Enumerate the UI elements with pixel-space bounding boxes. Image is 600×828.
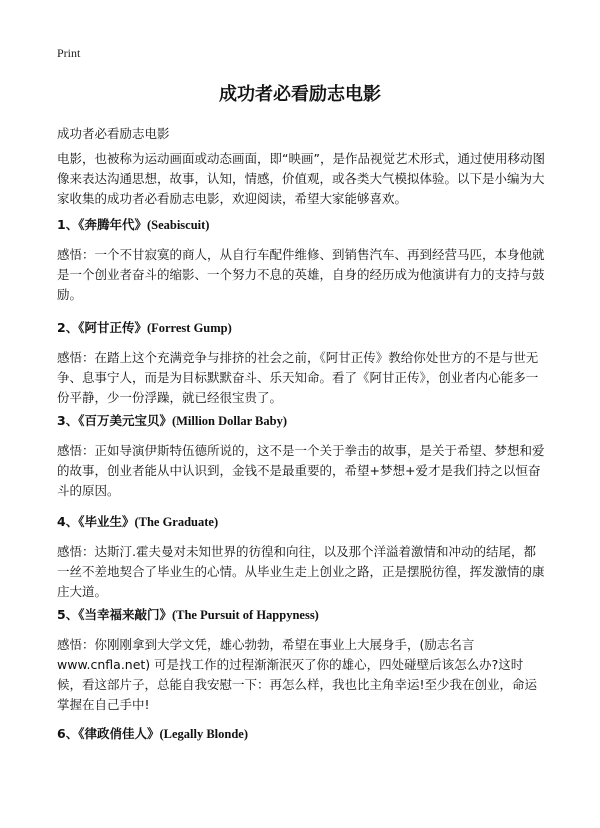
heading-chinese: 4、《毕业生》 bbox=[57, 514, 135, 529]
section-1 bbox=[57, 215, 547, 305]
intro-paragraph: 电影，也被称为运动画面或动态画面，即“映画”，是作品视觉艺术形式，通过使用移动图像来表达沟通思想，故事，认知，情感，价值观，或各类大气模拟体验。以下是小编为大家收集的成功者必看励志电影，欢迎阅读，希望大家能够喜欢。 bbox=[57, 151, 545, 206]
heading-chinese: 2、《阿甘正传》 bbox=[57, 320, 147, 335]
section-body: 感悟：达斯汀.霍夫曼对未知世界的彷徨和向往，以及那个洋溢着激情和冲动的结尾，都一丝不差地契合了毕业生的心情。从毕业生走上创业之路，正是摆脱彷徨，挥发激情的康庄大道。 bbox=[57, 544, 545, 599]
heading-english: (The Pursuit of Happyness) bbox=[171, 608, 319, 622]
heading-english: (Legally Blonde) bbox=[159, 727, 248, 741]
section-heading bbox=[57, 605, 547, 623]
section-heading bbox=[57, 318, 547, 336]
section-body: 感悟：你刚刚拿到大学文凭，雄心勃勃，希望在事业上大展身手，(励志名言www.cnfla.net) 可是找工作的过程渐渐泯灭了你的雄心，四处碰壁后该怎么办?这时候，看这部片子，总能自我安慰一下：再怎么样，我也比主角幸运!至少我在创业，命运掌握在自己手中! bbox=[57, 637, 538, 712]
section-heading bbox=[57, 411, 547, 429]
section-body: 感悟：一个不甘寂寞的商人，从自行车配件维修、到销售汽车、再到经营马匹，本身他就是一个创业者奋斗的缩影、一个努力不息的英雄，自身的经历成为他演讲有力的支持与鼓励。 bbox=[57, 247, 545, 302]
section-2 bbox=[57, 318, 547, 408]
heading-chinese: 5、《当幸福来敲门》 bbox=[57, 607, 172, 622]
section-3 bbox=[57, 411, 547, 501]
print-label[interactable]: Print bbox=[57, 46, 81, 60]
heading-english: (The Graduate) bbox=[134, 515, 219, 529]
heading-english: (Forrest Gump) bbox=[146, 321, 232, 335]
section-5 bbox=[57, 605, 547, 715]
section-4 bbox=[57, 512, 547, 602]
section-heading bbox=[57, 512, 547, 530]
heading-english: (Million Dollar Baby) bbox=[171, 414, 288, 428]
heading-chinese: 1、《奔腾年代》 bbox=[57, 217, 147, 232]
heading-english: (Seabiscuit) bbox=[146, 218, 210, 232]
section-heading bbox=[57, 724, 547, 742]
section-body: 感悟：在踏上这个充满竞争与排挤的社会之前，《阿甘正传》教给你处世方的不是与世无争、息事宁人，而是为目标默默奋斗、乐天知命。看了《阿甘正传》，创业者内心能多一份平静，少一份浮躁，就已经很宝贵了。 bbox=[57, 350, 539, 405]
heading-chinese: 3、《百万美元宝贝》 bbox=[57, 413, 172, 428]
heading-chinese: 6、《律政俏佳人》 bbox=[57, 726, 160, 741]
page-title: 成功者必看励志电影 bbox=[219, 84, 381, 105]
section-heading bbox=[57, 215, 547, 233]
section-body: 感悟：正如导演伊斯特伍德所说的，这不是一个关于拳击的故事，是关于希望、梦想和爱的故事，创业者能从中认识到，金钱不是最重要的，希望+梦想+爱才是我们持之以恒奋斗的原因。 bbox=[57, 443, 545, 498]
section-6 bbox=[57, 724, 547, 742]
document-subtitle: 成功者必看励志电影 bbox=[57, 126, 170, 141]
